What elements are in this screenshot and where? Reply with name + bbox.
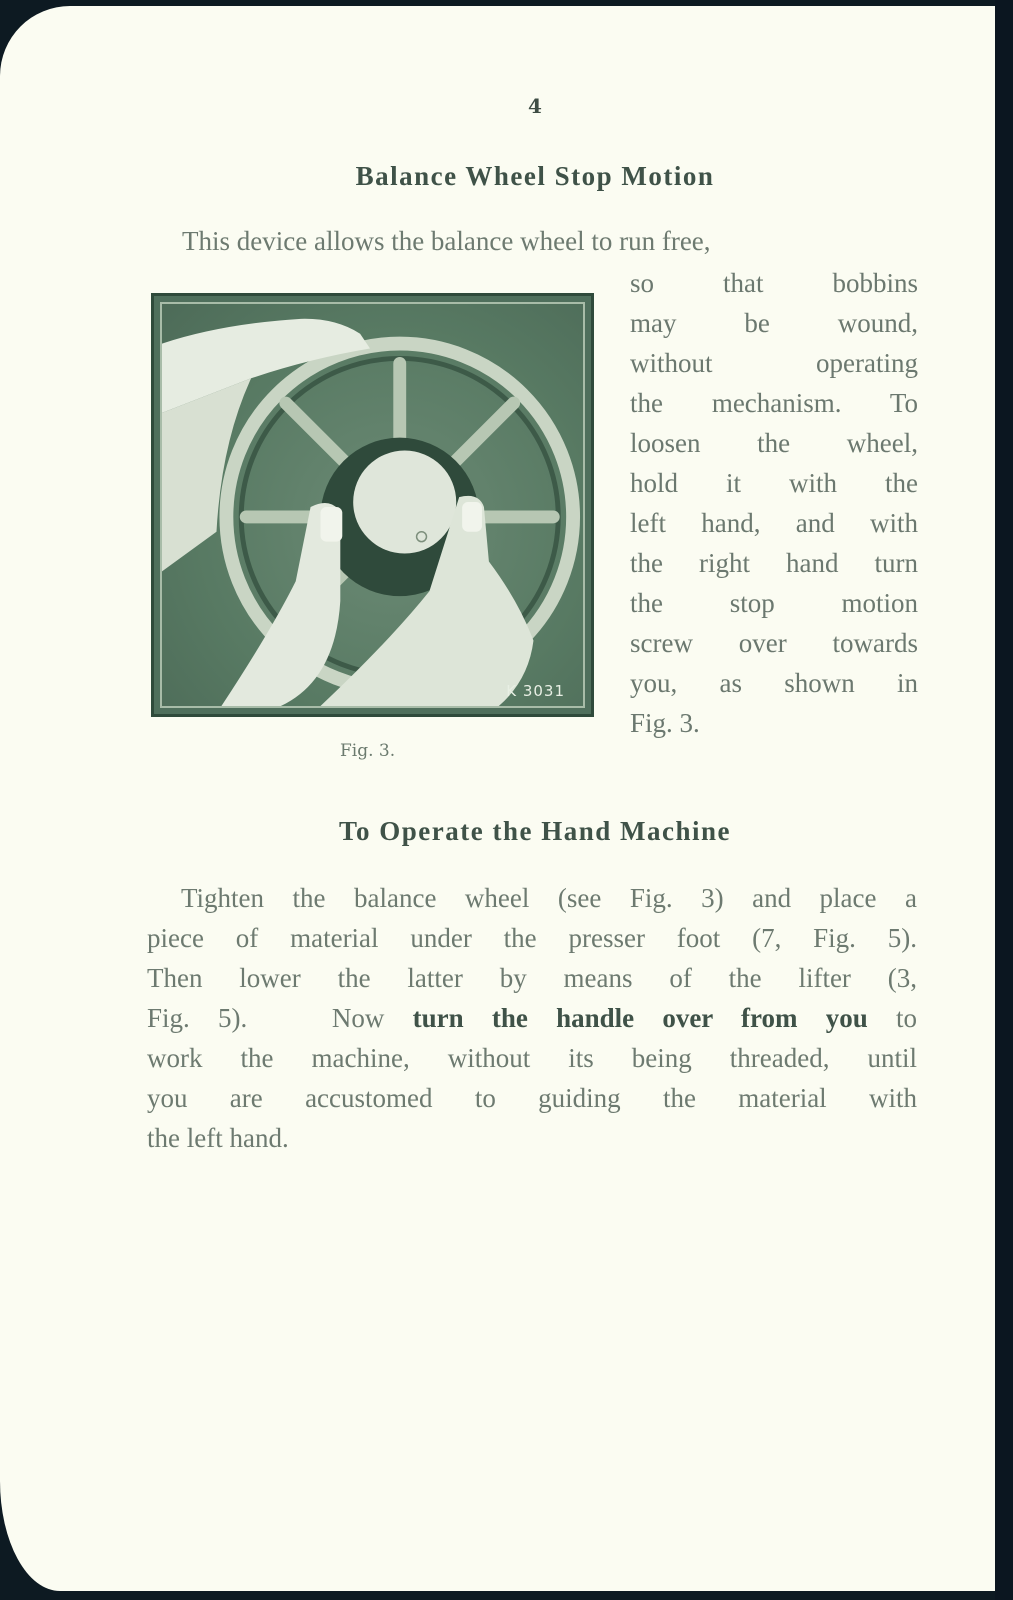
text-line: Then lower the latter by means of the lifter (3, xyxy=(147,963,917,993)
text-line: loosen the wheel, xyxy=(630,428,918,458)
text-line: the stop motion xyxy=(630,588,918,618)
text-line: may be wound, xyxy=(630,308,918,338)
text-line: you, as shown in xyxy=(630,668,918,698)
text-line: the right hand turn xyxy=(630,548,918,578)
balance-wheel-illustration xyxy=(162,304,583,706)
text-line: so that bobbins xyxy=(630,268,918,298)
photo-image-area xyxy=(160,302,585,708)
text-segment: Fig. 5). Now xyxy=(147,1003,413,1033)
text-line-with-emphasis xyxy=(147,998,917,1038)
figure-caption: Fig. 3. xyxy=(340,741,396,761)
text-line: hold it with the xyxy=(630,468,918,498)
hand-machine-paragraph xyxy=(147,878,917,1158)
text-line: left hand, and with xyxy=(630,508,918,538)
page-number: 4 xyxy=(528,94,542,118)
text-line: Tighten the balance wheel (see Fig. 3) and place a xyxy=(181,883,917,913)
lead-paragraph-line: This device allows the balance wheel to run free, xyxy=(182,226,711,256)
text-line: work the machine, without its being threaded, until xyxy=(147,1043,917,1073)
text-line: the mechanism. To xyxy=(630,388,918,418)
text-segment: to xyxy=(867,1003,917,1033)
text-line: screw over towards xyxy=(630,628,918,658)
text-line: you are accustomed to guiding the material with xyxy=(147,1083,917,1113)
text-line: the left hand. xyxy=(147,1123,289,1153)
manual-page xyxy=(0,6,995,1591)
emphasis-text: turn the handle over from you xyxy=(412,1003,868,1033)
text-line: piece of material under the presser foot (7, Fig. 5). xyxy=(147,923,917,953)
figure-3-photo xyxy=(151,293,594,717)
section-heading-hand-machine: To Operate the Hand Machine xyxy=(338,816,731,846)
side-paragraph xyxy=(630,263,918,743)
section-heading-balance-wheel: Balance Wheel Stop Motion xyxy=(355,161,715,191)
figure-code-label: K 3031 xyxy=(506,682,565,700)
text-line: Fig. 3. xyxy=(630,708,700,738)
text-line: without operating xyxy=(630,348,918,378)
scan-edge xyxy=(995,0,1013,1600)
